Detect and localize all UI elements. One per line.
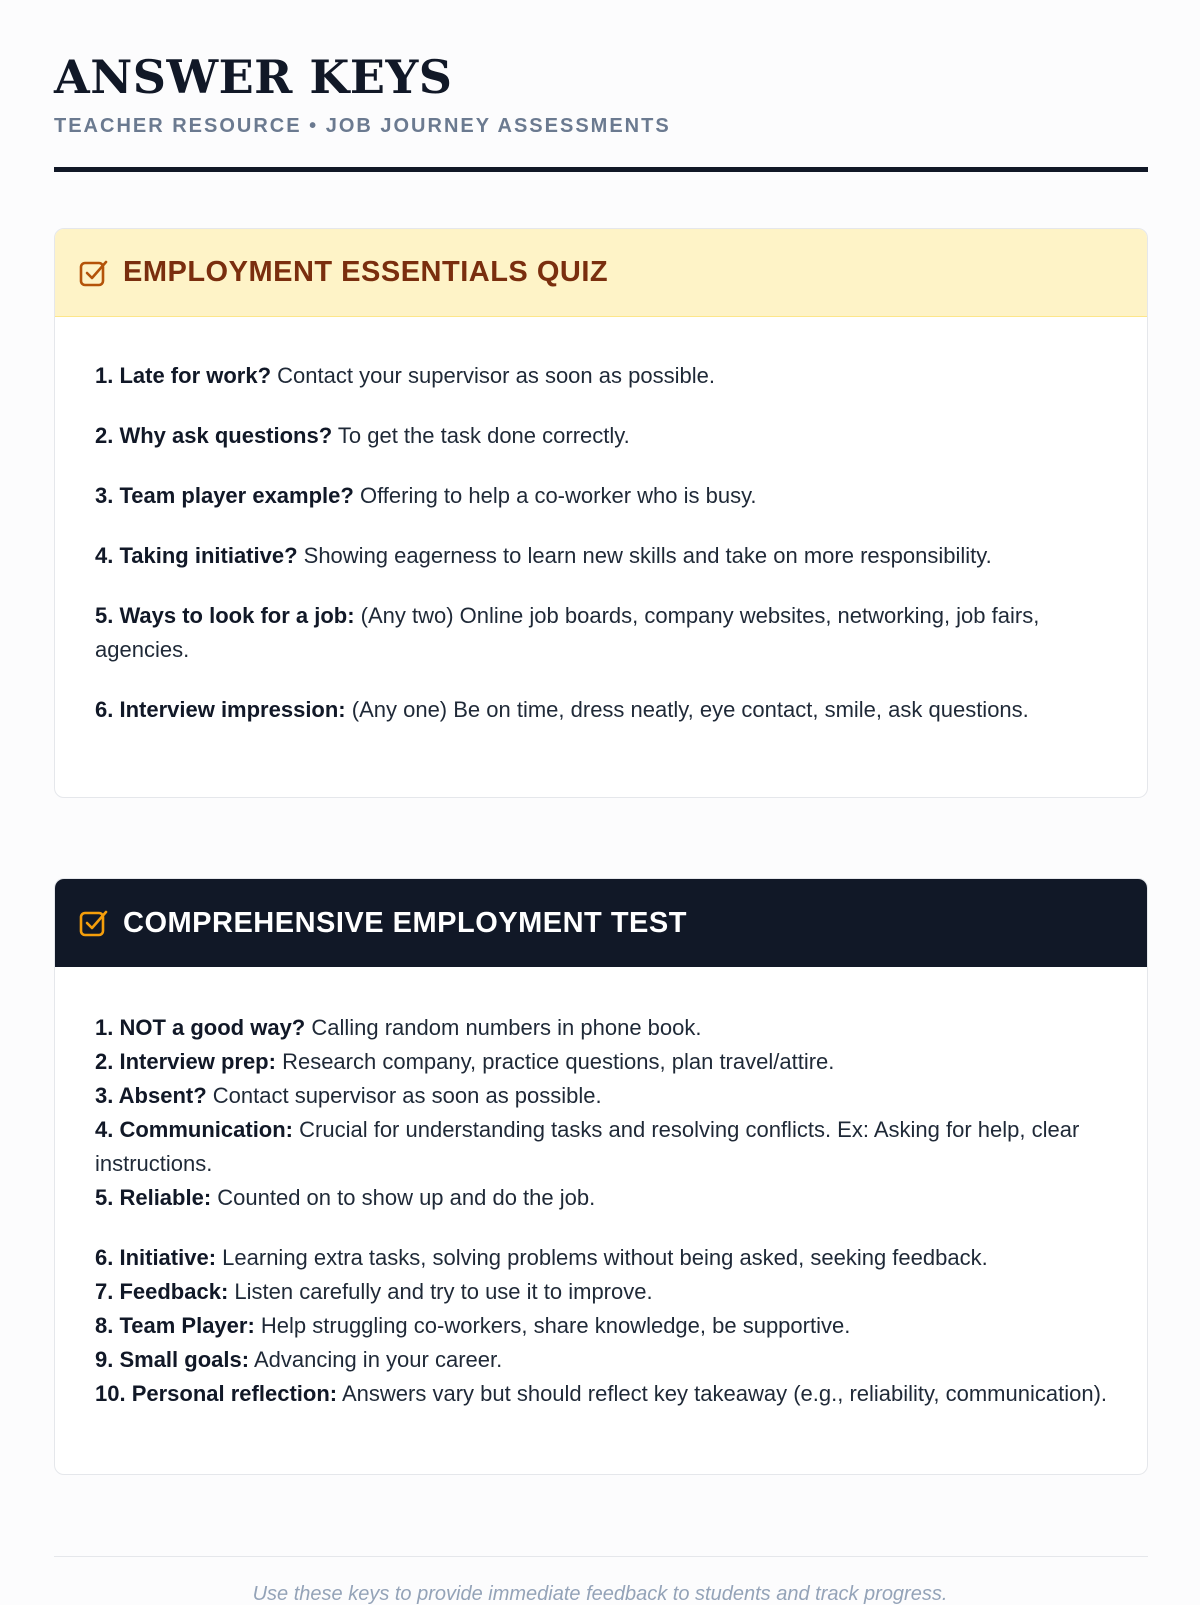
answer-question: 6. Initiative: xyxy=(95,1245,217,1270)
answer-item xyxy=(95,693,1107,727)
test-answer-card xyxy=(54,878,1148,1475)
answer-item xyxy=(95,1045,1107,1079)
answer-item xyxy=(95,1275,1107,1309)
header-divider xyxy=(54,167,1148,172)
checkbox-icon xyxy=(77,257,109,289)
answer-text: Calling random numbers in phone book. xyxy=(305,1015,702,1040)
answer-item xyxy=(95,1113,1107,1181)
answer-question: 9. Small goals: xyxy=(95,1347,250,1372)
answer-text: To get the task done correctly. xyxy=(332,423,630,448)
answer-question: 1. Late for work? xyxy=(95,363,272,388)
answer-question: 6. Interview impression: xyxy=(95,697,346,722)
page-title: ANSWER KEYS xyxy=(54,50,453,104)
answer-item xyxy=(95,419,1107,453)
answer-item xyxy=(95,1343,1107,1377)
answer-question: 5. Ways to look for a job: xyxy=(95,603,355,628)
quiz-card-title: EMPLOYMENT ESSENTIALS QUIZ xyxy=(123,256,609,288)
answer-text: (Any two) Online job boards, company websites, networking, job fairs, agencies. xyxy=(95,603,1040,662)
answer-item xyxy=(95,1309,1107,1343)
answer-text: Contact supervisor as soon as possible. xyxy=(206,1083,602,1108)
quiz-card-header xyxy=(55,229,1147,317)
answer-question: 3. Absent? xyxy=(95,1083,207,1108)
answer-text: Listen carefully and try to use it to improve. xyxy=(228,1279,653,1304)
answer-text: Help struggling co-workers, share knowledge, be supportive. xyxy=(254,1313,851,1338)
answer-text: Learning extra tasks, solving problems without being asked, seeking feedback. xyxy=(216,1245,988,1270)
answer-item xyxy=(95,479,1107,513)
answer-text: Advancing in your career. xyxy=(249,1347,503,1372)
footer-note: Use these keys to provide immediate feedback to students and track progress. xyxy=(252,1583,948,1605)
answer-text: Contact your supervisor as soon as possible. xyxy=(271,363,715,388)
answer-item xyxy=(95,1079,1107,1113)
checkbox-icon xyxy=(77,907,109,939)
answer-question: 4. Communication: xyxy=(95,1117,294,1142)
answer-item xyxy=(95,1011,1107,1045)
answer-question: 3. Team player example? xyxy=(95,483,354,508)
quiz-answer-list xyxy=(55,317,1147,727)
test-card-header xyxy=(55,879,1147,967)
test-answer-list xyxy=(55,967,1147,1411)
answer-question: 2. Interview prep: xyxy=(95,1049,276,1074)
section-spacer xyxy=(95,1215,1107,1241)
answer-question: 5. Reliable: xyxy=(95,1185,212,1210)
answer-item xyxy=(95,1377,1107,1411)
answer-item xyxy=(95,359,1107,393)
answer-question: 10. Personal reflection: xyxy=(95,1381,338,1406)
quiz-answer-card xyxy=(54,228,1148,798)
answer-item xyxy=(95,539,1107,573)
answer-text: (Any one) Be on time, dress neatly, eye contact, smile, ask questions. xyxy=(345,697,1029,722)
answer-question: 4. Taking initiative? xyxy=(95,543,298,568)
answer-item xyxy=(95,599,1107,667)
answer-text: Offering to help a co-worker who is busy. xyxy=(353,483,757,508)
answer-question: 7. Feedback: xyxy=(95,1279,229,1304)
answer-text: Showing eagerness to learn new skills and take on more responsibility. xyxy=(297,543,992,568)
answer-question: 8. Team Player: xyxy=(95,1313,255,1338)
answer-question: 1. NOT a good way? xyxy=(95,1015,306,1040)
answer-item xyxy=(95,1241,1107,1275)
test-card-title: COMPREHENSIVE EMPLOYMENT TEST xyxy=(123,906,687,939)
answer-text: Counted on to show up and do the job. xyxy=(211,1185,596,1210)
answer-text: Answers vary but should reflect key takeaway (e.g., reliability, communication). xyxy=(337,1381,1108,1406)
page-subtitle: TEACHER RESOURCE • JOB JOURNEY ASSESSMENTS xyxy=(54,115,671,137)
footer-divider xyxy=(54,1556,1148,1557)
answer-question: 2. Why ask questions? xyxy=(95,423,333,448)
answer-item xyxy=(95,1181,1107,1215)
answer-text: Research company, practice questions, plan travel/attire. xyxy=(275,1049,835,1074)
answer-text: Crucial for understanding tasks and resolving conflicts. Ex: Asking for help, clear instructions. xyxy=(95,1117,1080,1176)
